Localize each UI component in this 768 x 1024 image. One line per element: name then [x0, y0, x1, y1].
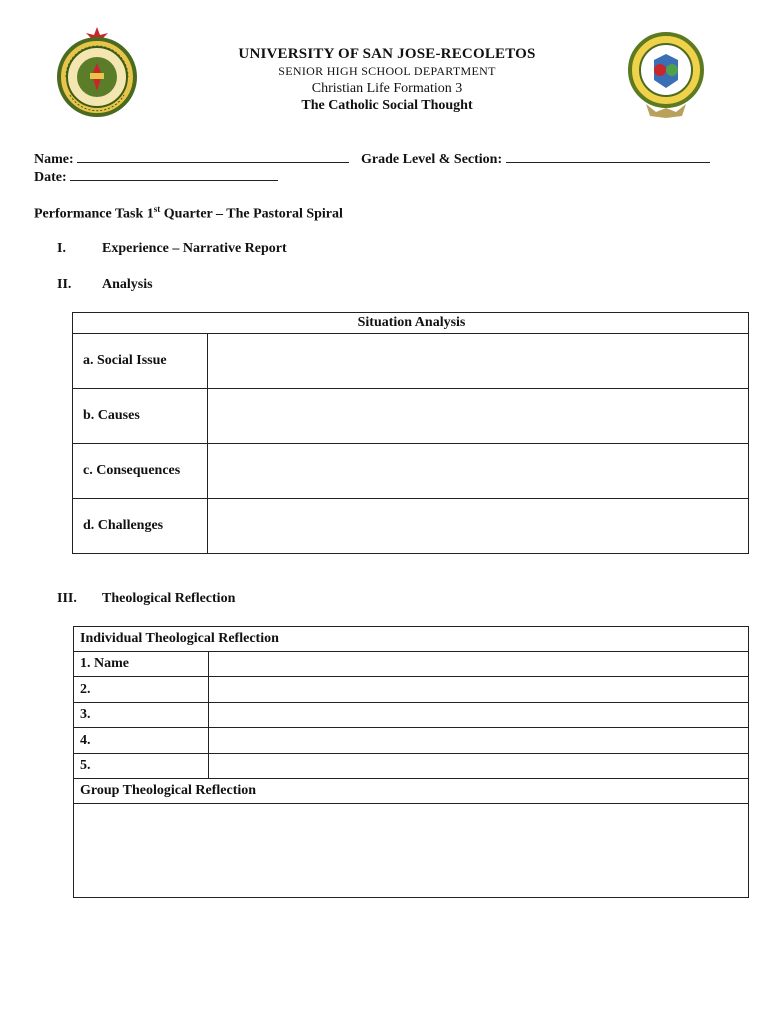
date-label: Date: [34, 170, 67, 185]
group-reflection-title: Group Theological Reflection [74, 779, 749, 804]
section-heading-analysis [57, 277, 71, 293]
university-seal-logo [52, 25, 142, 119]
situation-row-label: a. Social Issue [73, 334, 208, 389]
senior-high-school-seal-logo [626, 30, 706, 122]
reflection-answer-cell-5[interactable] [209, 754, 749, 779]
section-heading-experience [57, 241, 66, 257]
section-numeral: II. [57, 277, 72, 292]
table-row [74, 652, 749, 677]
situation-analysis-title: Situation Analysis [73, 313, 749, 334]
performance-task-heading [34, 204, 343, 223]
situation-row-label: d. Challenges [73, 499, 208, 554]
table-row [74, 728, 749, 754]
section-heading-theological [57, 591, 77, 607]
reflection-row-label: 2. [74, 677, 209, 703]
theological-reflection-table [73, 626, 749, 898]
social-issue-answer-cell[interactable] [208, 334, 749, 389]
department-name: SENIOR HIGH SCHOOL DEPARTMENT [278, 64, 496, 78]
challenges-answer-cell[interactable] [208, 499, 749, 554]
grade-section-label: Grade Level & Section: [361, 152, 503, 167]
section-numeral: III. [57, 591, 77, 606]
reflection-answer-cell-2[interactable] [209, 677, 749, 703]
situation-row-label: c. Consequences [73, 444, 208, 499]
table-row [74, 703, 749, 728]
table-row [73, 444, 749, 499]
task-superscript: st [153, 204, 161, 214]
section-title-analysis: Analysis [102, 277, 153, 292]
individual-reflection-title: Individual Theological Reflection [74, 627, 749, 652]
reflection-row-label: 5. [74, 754, 209, 779]
causes-answer-cell[interactable] [208, 389, 749, 444]
reflection-answer-cell-3[interactable] [209, 703, 749, 728]
date-line[interactable] [70, 169, 278, 181]
table-row [73, 499, 749, 554]
consequences-answer-cell[interactable] [208, 444, 749, 499]
section-title-experience: Experience – Narrative Report [102, 241, 287, 256]
name-field[interactable] [34, 151, 349, 168]
reflection-answer-cell-1[interactable] [209, 652, 749, 677]
document-header [190, 46, 584, 114]
grade-section-field[interactable] [361, 151, 710, 168]
situation-row-label: b. Causes [73, 389, 208, 444]
situation-analysis-table [72, 312, 749, 554]
table-row [73, 389, 749, 444]
university-name: UNIVERSITY OF SAN JOSE-RECOLETOS [238, 46, 536, 62]
section-numeral: I. [57, 241, 66, 256]
reflection-row-label: 1. Name [74, 652, 209, 677]
task-prefix: Performance Task 1 [34, 206, 154, 222]
topic-title: The Catholic Social Thought [301, 98, 473, 113]
reflection-row-label: 4. [74, 728, 209, 754]
section-title-theological: Theological Reflection [102, 591, 236, 606]
name-line[interactable] [77, 151, 349, 163]
table-row [74, 754, 749, 779]
grade-section-line[interactable] [506, 151, 710, 163]
date-field[interactable] [34, 169, 278, 186]
task-suffix: Quarter – The Pastoral Spiral [160, 206, 343, 222]
reflection-row-label: 3. [74, 703, 209, 728]
table-row [73, 334, 749, 389]
reflection-answer-cell-4[interactable] [209, 728, 749, 754]
name-label: Name: [34, 152, 74, 167]
course-title: Christian Life Formation 3 [311, 81, 463, 96]
group-reflection-answer-area[interactable] [74, 804, 749, 898]
table-row [74, 677, 749, 703]
